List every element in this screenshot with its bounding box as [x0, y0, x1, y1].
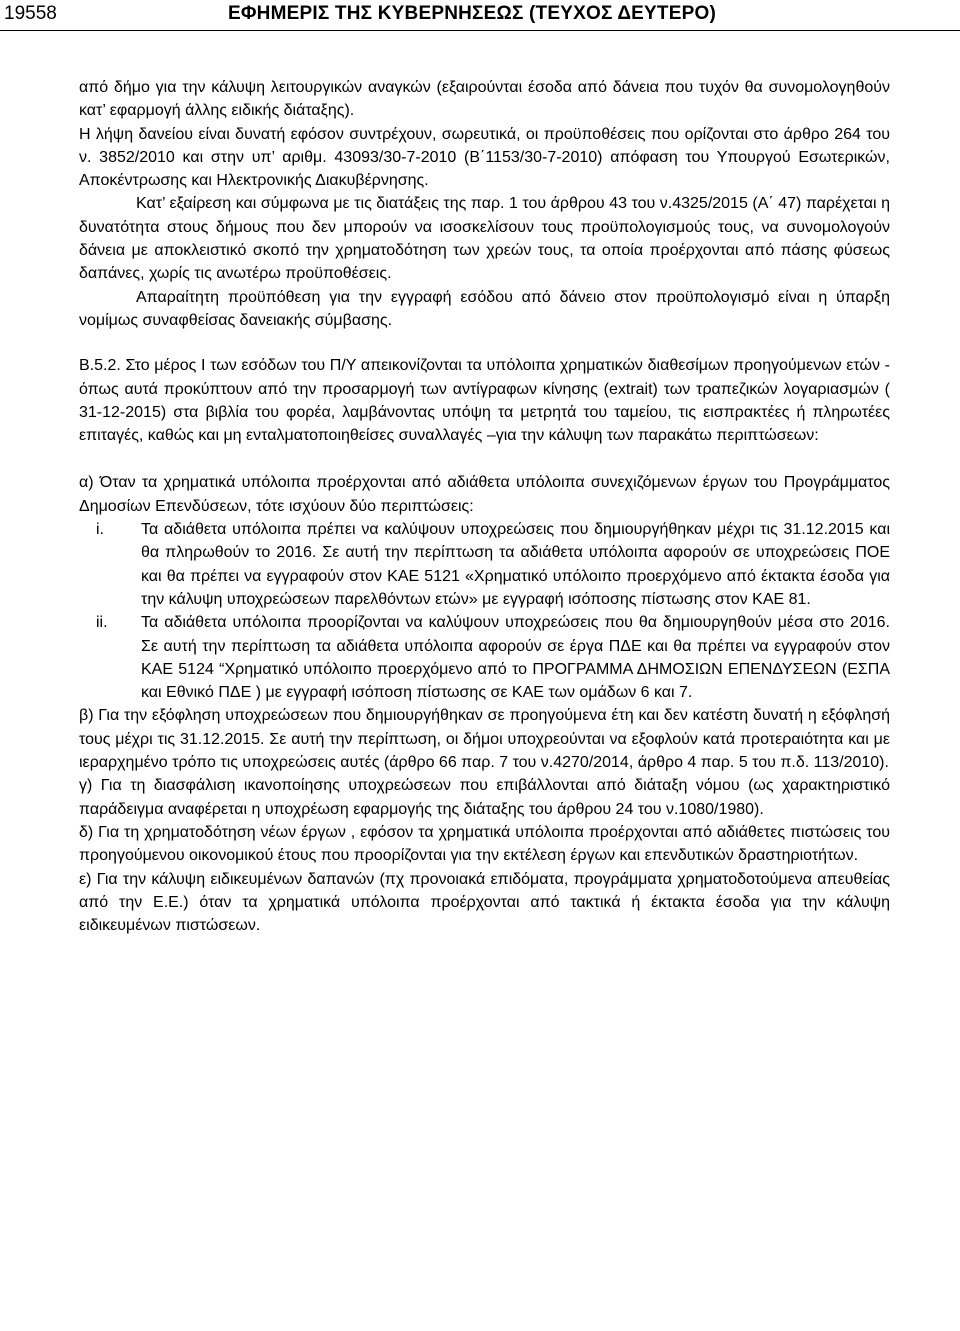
gazette-title: ΕΦΗΜΕΡΙΣ ΤΗΣ ΚΥΒΕΡΝΗΣΕΩΣ (ΤΕΥΧΟΣ ΔΕΥΤΕΡΟ) — [228, 3, 716, 24]
list-label: i. — [96, 521, 104, 539]
paragraph-loan-purpose: από δήμο για την κάλυψη λειτουργικών αναγκών (εξαιρούνται έσοδα από δάνεια που τυχόν θα συνομολογηθούν κατ’ εφαρμογή άλλης ειδικής διάταξης). — [79, 79, 890, 120]
list-label: ii. — [96, 614, 108, 632]
document-body — [79, 76, 890, 937]
case-c: γ) Για τη διασφάλιση ικανοποίησης υποχρεώσεων που επιβάλλονται από διάταξη νόμου (ως χαρακτηριστικό παράδειγμα αναφέρεται η υποχρέωση εφαρμογής της διάταξης του άρθρου 24 του ν.1080/1980). — [79, 777, 890, 818]
page-number: 19558 — [4, 3, 57, 24]
paragraph-loan-requirement: Απαραίτητη προϋπόθεση για την εγγραφή εσόδου από δάνειο στον προϋπολογισμό είναι η ύπαρξη νομίμως συναφθείσας δανειακής σύμβασης. — [79, 288, 890, 329]
paragraph-loan-exception: Κατ’ εξαίρεση και σύμφωνα με τις διατάξεις της παρ. 1 του άρθρου 43 του ν.4325/2015 (Α΄ 47) παρέχεται η δυνατότητα στους δήμους που δεν μπορούν να ισοσκελίσουν τους προϋπολογισμούς τους, να συνομολογούν δάνεια με αποκλειστικό σκοπό την χρηματοδότηση των χρεών τους, τα οποία προέρχονται από πάσης φύσεως δαπάνες, χωρίς τις ανωτέρω προϋποθέσεις. — [79, 195, 890, 283]
case-d: δ) Για τη χρηματοδότηση νέων έργων , εφόσον τα χρηματικά υπόλοιπα προέρχονται από αδιάθετες πιστώσεις του προηγούμενου οικονομικού έτους που προορίζονται για την εκτέλεση έργων και επενδυτικών δραστηριοτήτων. — [79, 823, 890, 865]
case-e: ε) Για την κάλυψη ειδικευμένων δαπανών (πχ προνοιακά επιδόματα, προγράμματα χρηματοδοτούμενα απευθείας από την Ε.Ε.) όταν τα χρηματικά υπόλοιπα προέρχονται από τακτικά ή έκτακτα έσοδα για την κάλυψη ειδικευμένων πιστώσεων. — [79, 870, 890, 935]
paragraph-loan-conditions: Η λήψη δανείου είναι δυνατή εφόσον συντρέχουν, σωρευτικά, οι προϋποθέσεις που ορίζονται στο άρθρο 264 του ν. 3852/2010 και στην υπ’ αριθμ. 43093/30-7-2010 (Β΄1153/30-7-2010) απόφαση του Υπουργού Εσωτερικών, Αποκέντρωσης και Ηλεκτρονικής Διακυβέρνησης. — [79, 125, 890, 190]
list-item-text: Τα αδιάθετα υπόλοιπα προορίζονται να καλύψουν υποχρεώσεις που θα δημιουργηθούν μέσα στο 2016. Σε αυτή την περίπτωση τα αδιάθετα υπόλοιπα αφορούν σε έργα ΠΔΕ και θα πρέπει να εγγραφούν στον ΚΑΕ 5124 “Χρηματικό υπόλοιπο προερχόμενο από το ΠΡΟΓΡΑΜΜΑ ΔΗΜΟΣΙΩΝ ΕΠΕΝΔΥΣΕΩΝ (ΕΣΠΑ και Εθνικό ΠΔΕ ) με εγγραφή ισόποση πίστωσης σε ΚΑΕ των ομάδων 6 και 7. — [141, 614, 890, 702]
list-item-text: Τα αδιάθετα υπόλοιπα πρέπει να καλύψουν υποχρεώσεις που δημιουργήθηκαν μέχρι τις 31.12.2015 και θα πληρωθούν το 2016. Σε αυτή την περίπτωση τα αδιάθετα υπόλοιπα αφορούν σε υποχρεώσεις ΠΟΕ και θα πρέπει να εγγραφούν στον ΚΑΕ 5121 «Χρηματικό υπόλοιπο προερχόμενο από έκτακτα έσοδα για την κάλυψη υποχρεώσεων παρελθόντων ετών» με εγγραφή ισόποσης πίστωσης στον ΚΑΕ 81. — [141, 521, 890, 608]
case-b: β) Για την εξόφληση υποχρεώσεων που δημιουργήθηκαν σε προηγούμενα έτη και δεν κατέστη δυνατή η εξόφλησή τους μέχρι τις 31.12.2015. Σε αυτή την περίπτωση, οι δήμοι υποχρεούνται να εξοφλούν κατά προτεραιότητα και με ιεραρχημένο τρόπο τις υποχρεώσεις αυτές (άρθρο 66 παρ. 7 του ν.4270/2014, άρθρο 4 παρ. 5 του π.δ. 113/2010). — [79, 707, 890, 772]
case-a: α) Όταν τα χρηματικά υπόλοιπα προέρχονται από αδιάθετα υπόλοιπα συνεχιζόμενων έργων του Προγράμματος Δημοσίων Επενδύσεων, τότε ισχύουν δύο περιπτώσεις: — [79, 474, 890, 515]
page-header — [0, 0, 960, 26]
section-b52: Β.5.2. Στο μέρος Ι των εσόδων του Π/Υ απεικονίζονται τα υπόλοιπα χρηματικών διαθεσίμων προηγούμενων ετών - όπως αυτά προκύπτουν από την προσαρμογή των αντίγραφων κίνησης (extrait) των τραπεζικών λογαριασμών ( 31-12-2015) στα βιβλία του φορέα, λαμβάνοντας υπόψη τα μετρητά του ταμείου, τις εισπρακτέες ή πληρωτέες επιταγές, καθώς και μη ενταλματοποιηθείσες συναλλαγές –για την κάλυψη των παρακάτω περιπτώσεων: — [79, 357, 890, 445]
header-divider — [0, 30, 960, 31]
case-a-item-ii — [79, 611, 890, 704]
case-a-item-i — [79, 518, 890, 611]
